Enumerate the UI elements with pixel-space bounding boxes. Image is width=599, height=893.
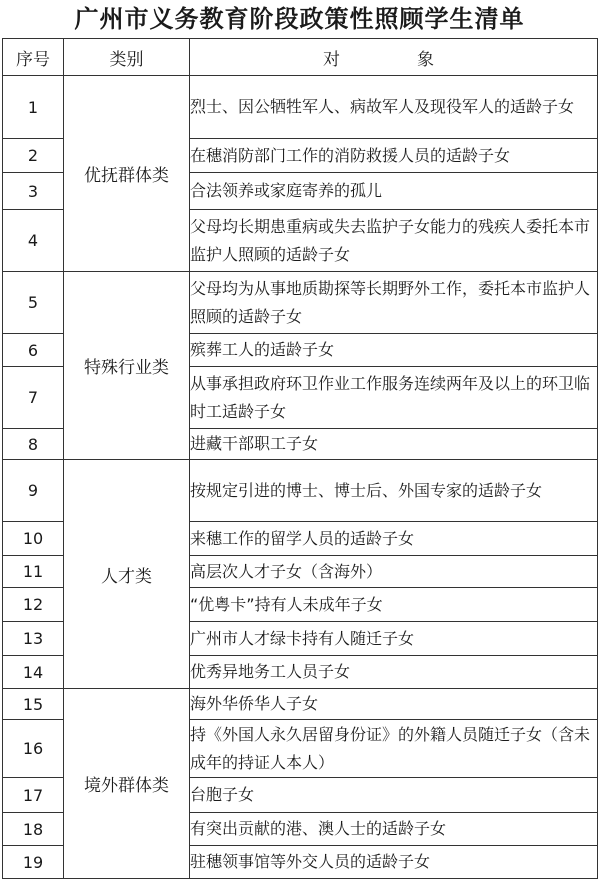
row-number: 16 <box>3 720 64 778</box>
header-category: 类别 <box>64 39 190 76</box>
target-cell: 进藏干部职工子女 <box>190 429 598 460</box>
row-number: 9 <box>3 460 64 522</box>
target-cell: 优秀异地务工人员子女 <box>190 656 598 689</box>
table-header-row <box>3 39 598 76</box>
table-body <box>3 76 598 879</box>
target-cell: 台胞子女 <box>190 778 598 813</box>
table-row <box>3 272 598 334</box>
row-number: 6 <box>3 334 64 367</box>
target-cell: 海外华侨华人子女 <box>190 689 598 720</box>
row-number: 11 <box>3 556 64 588</box>
target-cell: 合法领养或家庭寄养的孤儿 <box>190 173 598 210</box>
row-number: 2 <box>3 139 64 173</box>
target-cell: “优粤卡”持有人未成年子女 <box>190 588 598 622</box>
row-number: 17 <box>3 778 64 813</box>
target-cell: 从事承担政府环卫作业工作服务连续两年及以上的环卫临时工适龄子女 <box>190 367 598 429</box>
category-cell: 特殊行业类 <box>64 272 190 460</box>
target-cell: 按规定引进的博士、博士后、外国专家的适龄子女 <box>190 460 598 522</box>
header-number: 序号 <box>3 39 64 76</box>
row-number: 10 <box>3 522 64 556</box>
category-cell: 人才类 <box>64 460 190 689</box>
row-number: 3 <box>3 173 64 210</box>
row-number: 4 <box>3 210 64 272</box>
target-cell: 父母均为从事地质勘探等长期野外工作，委托本市监护人照顾的适龄子女 <box>190 272 598 334</box>
target-cell: 父母均长期患重病或失去监护子女能力的残疾人委托本市监护人照顾的适龄子女 <box>190 210 598 272</box>
table-row <box>3 689 598 720</box>
row-number: 7 <box>3 367 64 429</box>
row-number: 14 <box>3 656 64 689</box>
row-number: 1 <box>3 76 64 139</box>
target-cell: 殡葬工人的适龄子女 <box>190 334 598 367</box>
target-cell: 在穗消防部门工作的消防救援人员的适龄子女 <box>190 139 598 173</box>
target-cell: 有突出贡献的港、澳人士的适龄子女 <box>190 813 598 846</box>
target-cell: 广州市人才绿卡持有人随迁子女 <box>190 622 598 656</box>
category-cell: 境外群体类 <box>64 689 190 879</box>
header-target: 对 象 <box>190 39 598 76</box>
target-cell: 高层次人才子女（含海外） <box>190 556 598 588</box>
target-cell: 烈士、因公牺牲军人、病故军人及现役军人的适龄子女 <box>190 76 598 139</box>
row-number: 13 <box>3 622 64 656</box>
target-cell: 驻穗领事馆等外交人员的适龄子女 <box>190 846 598 879</box>
policy-table <box>2 38 598 879</box>
row-number: 5 <box>3 272 64 334</box>
category-cell: 优抚群体类 <box>64 76 190 272</box>
row-number: 18 <box>3 813 64 846</box>
row-number: 15 <box>3 689 64 720</box>
target-cell: 持《外国人永久居留身份证》的外籍人员随迁子女（含未成年的持证人本人） <box>190 720 598 778</box>
row-number: 12 <box>3 588 64 622</box>
table-row <box>3 460 598 522</box>
row-number: 8 <box>3 429 64 460</box>
page-title: 广州市义务教育阶段政策性照顾学生清单 <box>74 5 525 33</box>
row-number: 19 <box>3 846 64 879</box>
target-cell: 来穗工作的留学人员的适龄子女 <box>190 522 598 556</box>
table-row <box>3 76 598 139</box>
